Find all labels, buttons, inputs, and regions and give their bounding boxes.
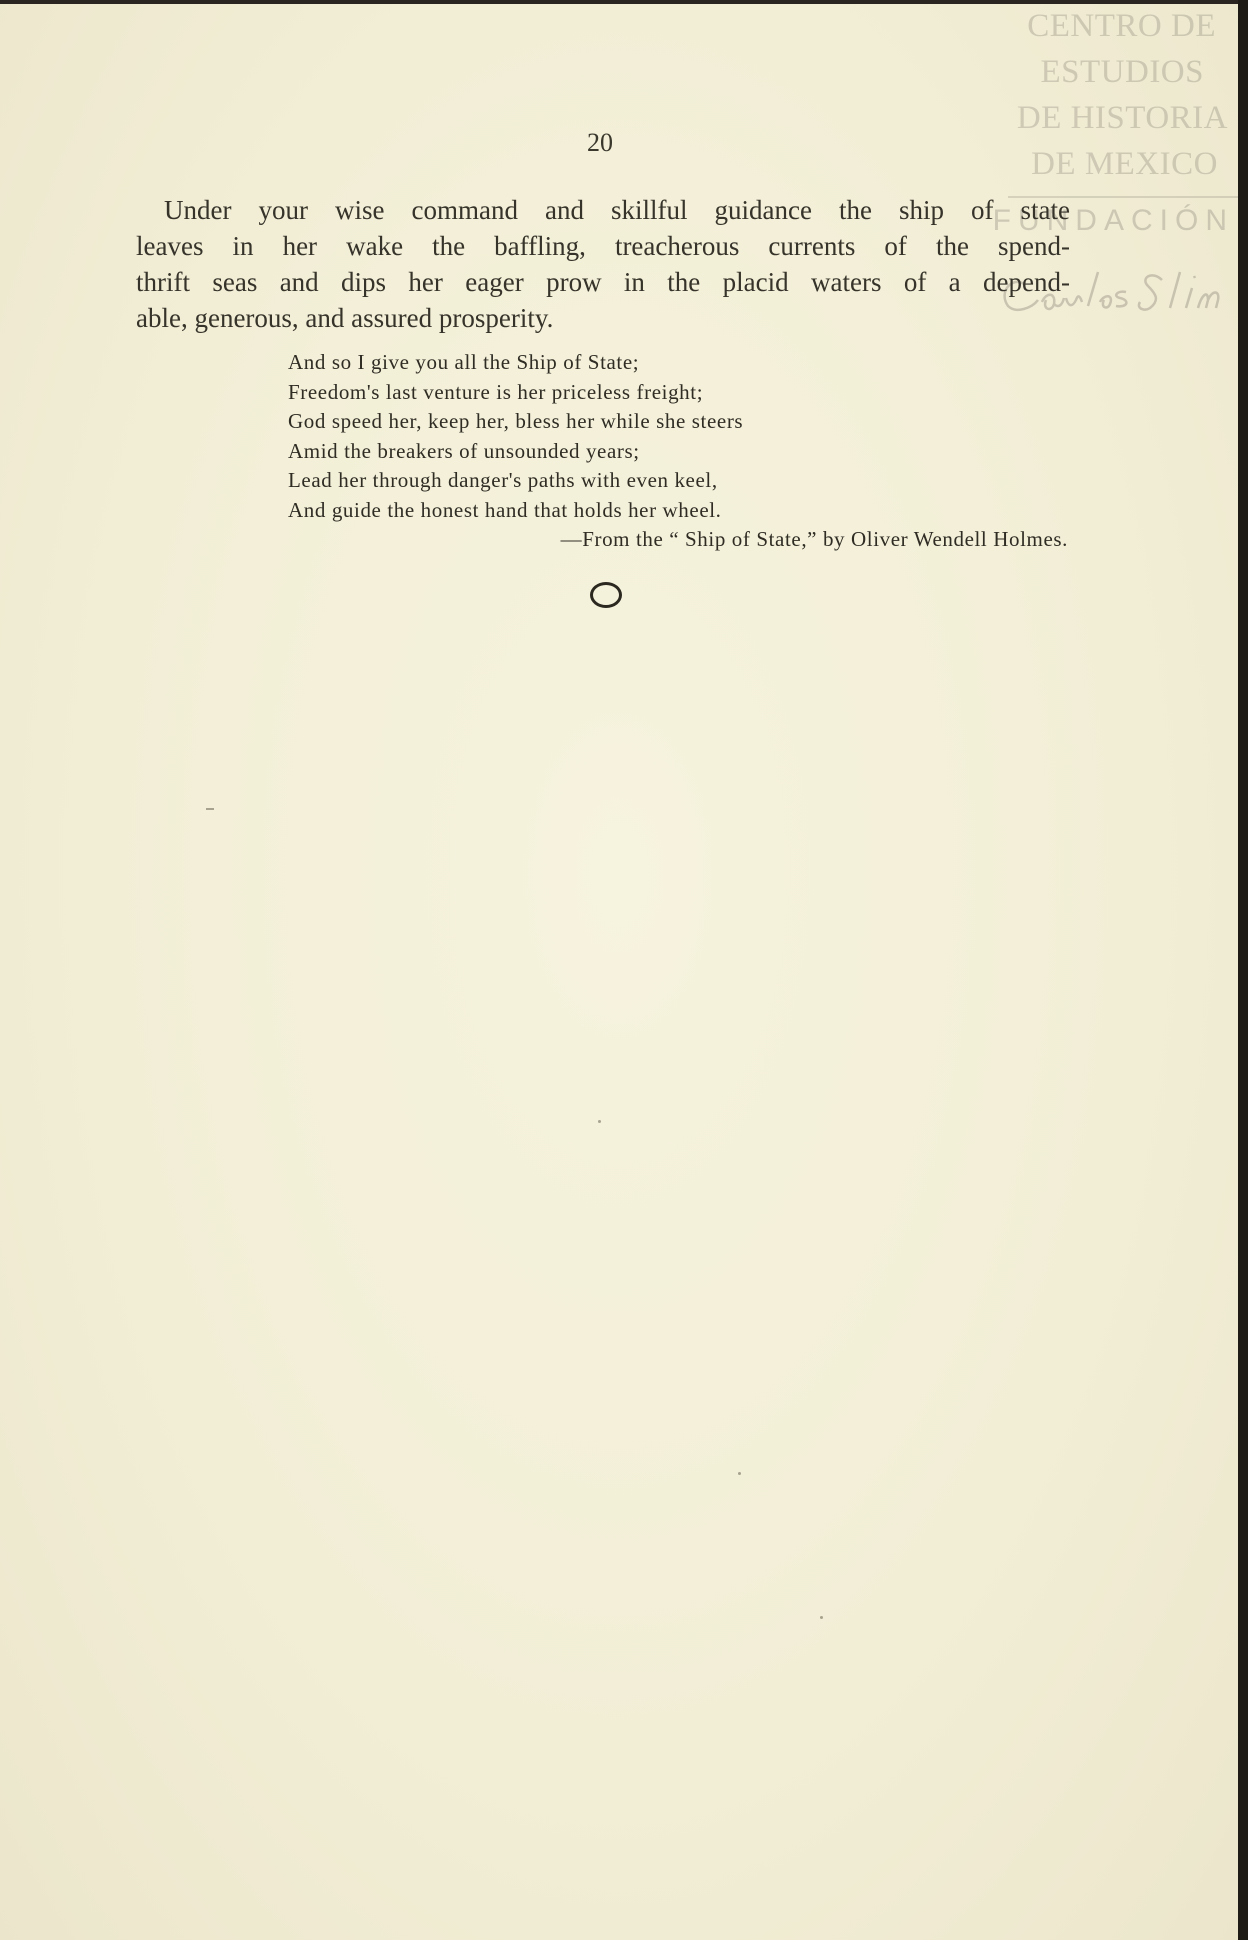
paper-speck [206, 808, 214, 810]
poem-line: And guide the honest hand that holds her wheel. [288, 497, 722, 522]
watermark-fundacion: FUNDACIÓN [992, 204, 1234, 237]
poem-line: Freedom's last venture is her priceless freight; [288, 379, 704, 404]
paragraph-line: able, generous, and assured prosperity. [136, 303, 554, 333]
watermark-line: DE MEXICO [1031, 146, 1218, 182]
body-paragraph [136, 192, 1070, 336]
paragraph-line: leaves in her wake the baffling, treacherous currents of the spend- [136, 231, 1070, 261]
scan-edge [1238, 0, 1248, 1940]
page-number: 20 [587, 128, 613, 157]
paragraph-line: thrift seas and dips her eager prow in the placid waters of a depend- [136, 267, 1070, 297]
watermark-line: ESTUDIOS [1040, 54, 1204, 90]
poem-line: Lead her through danger's paths with even keel, [288, 468, 718, 492]
document-page [0, 4, 1238, 1940]
paper-speck [738, 1472, 741, 1475]
poem-line: Amid the breakers of unsounded years; [288, 438, 640, 463]
poem-line: And so I give you all the Ship of State; [288, 350, 640, 374]
end-ornament-circle [590, 582, 622, 608]
watermark-line: DE HISTORIA [1016, 100, 1228, 136]
poem-attribution: —From the “ Ship of State,” by Oliver Wendell Holmes. [560, 527, 1068, 551]
poem-line: God speed her, keep her, bless her while she steers [288, 409, 744, 433]
paper-speck [820, 1616, 823, 1619]
watermark-line: CENTRO DE [1027, 8, 1216, 44]
paper-speck [598, 1120, 601, 1123]
poem-quotation [288, 348, 1068, 555]
paragraph-line: Under your wise command and skillful guidance the ship of state [164, 195, 1070, 225]
